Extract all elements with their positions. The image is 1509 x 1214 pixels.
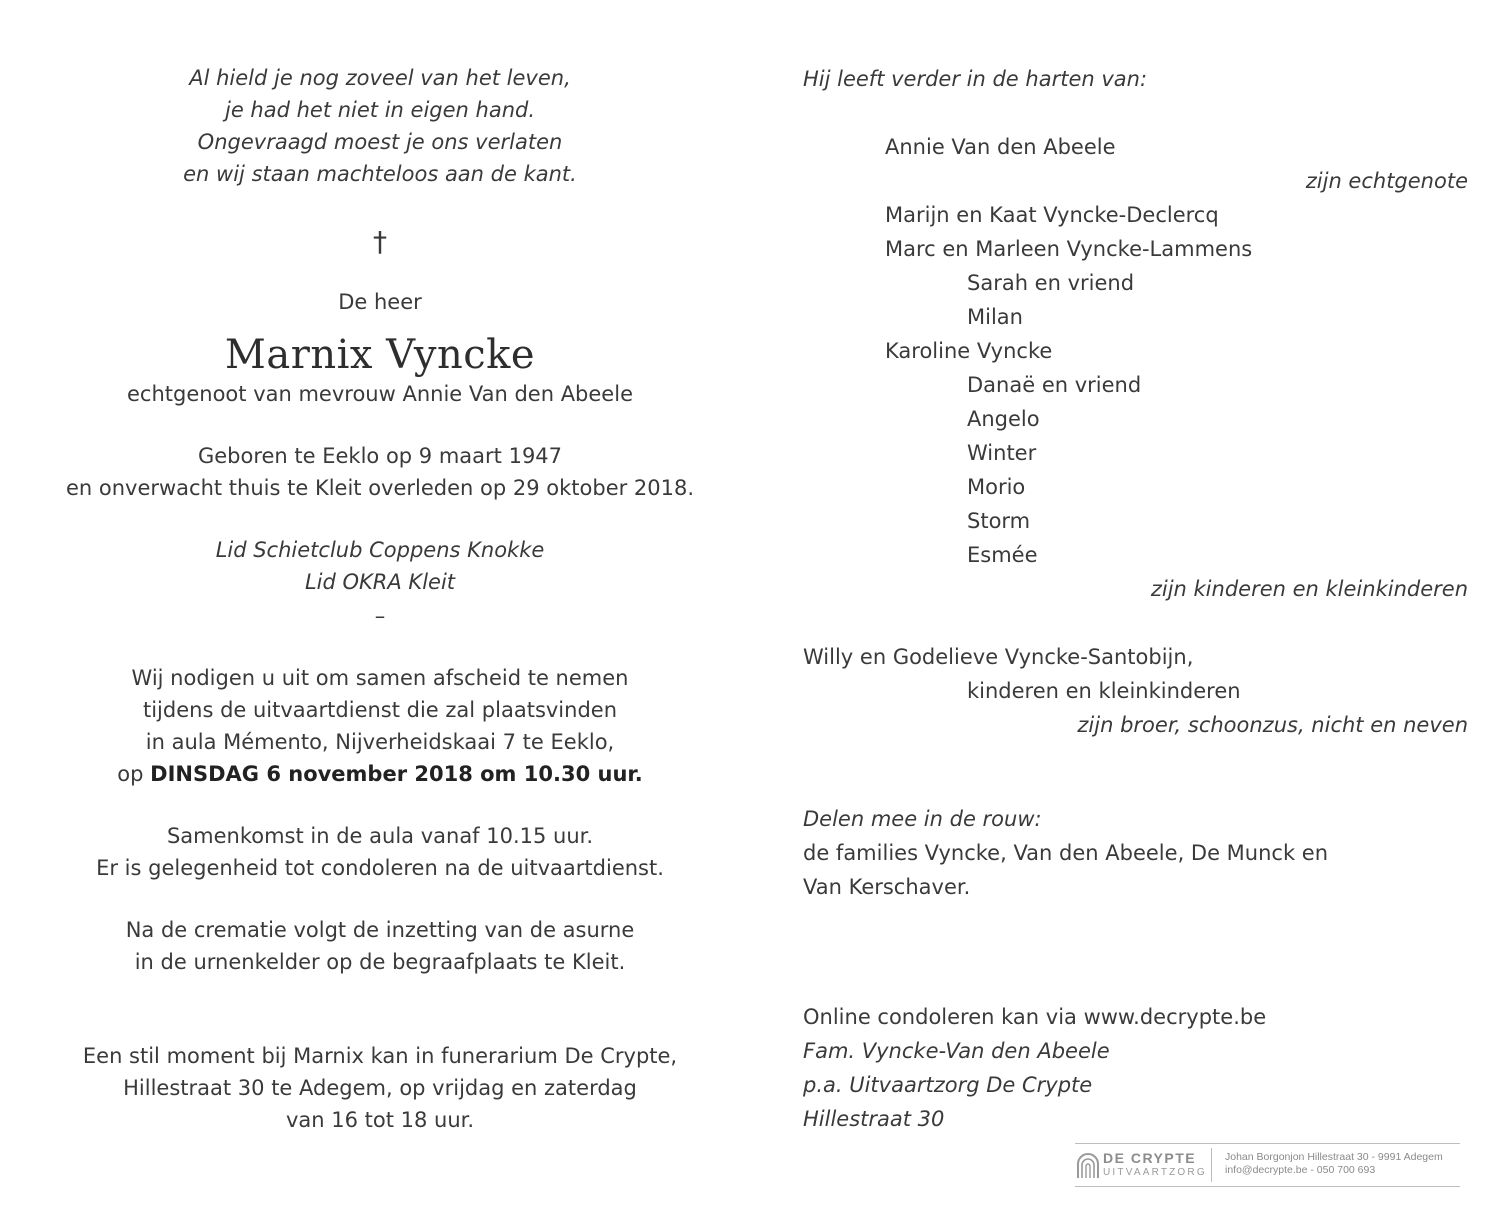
invitation-line: Wij nodigen u uit om samen afscheid te nemen [131,666,629,690]
online-condolence: Online condoleren kan via www.decrypte.be [803,1005,1267,1029]
wife-role: zijn echtgenote [1305,169,1468,193]
grandchild-name: Angelo [967,407,1040,431]
divider-dash: – [374,604,386,628]
cremation-line: Na de crematie volgt de inzetting van de asurne [125,918,635,942]
death-line: en onverwacht thuis te Kleit overleden op 29 oktober 2018. [65,476,695,500]
grandchild-name: Danaë en vriend [967,373,1142,397]
birth-line: Geboren te Eeklo op 9 maart 1947 [197,444,563,468]
contact-pa: p.a. Uitvaartzorg De Crypte [803,1073,1093,1097]
mourning-line: de families Vyncke, Van den Abeele, De Munck en [803,841,1329,865]
membership-line: Lid Schietclub Coppens Knokke [215,538,545,562]
mourning-intro: Delen mee in de rouw: [803,807,1042,831]
grandchild-name: Sarah en vriend [967,271,1135,295]
brother-role: zijn broer, schoonzus, nicht en neven [1077,713,1468,737]
footer-info [1225,1151,1443,1177]
membership-line: Lid OKRA Kleit [304,570,456,594]
invitation-prefix: op [117,762,144,786]
footer-divider [1211,1148,1212,1182]
survivors-intro: Hij leeft verder in de harten van: [803,67,1148,91]
grandchild-name: Esmée [967,543,1038,567]
poem-line: en wij staan machteloos aan de kant. [183,162,577,186]
grandchild-name: Storm [967,509,1031,533]
service-date: DINSDAG 6 november 2018 om 10.30 uur. [150,762,643,786]
gathering-line: Samenkomst in de aula vanaf 10.15 uur. [166,824,594,848]
contact-family: Fam. Vyncke-Van den Abeele [803,1039,1110,1063]
child-name: Marc en Marleen Vyncke-Lammens [885,237,1253,261]
footer-contact: info@decrypte.be - 050 700 693 [1225,1164,1376,1176]
visit-line: Een stil moment bij Marnix kan in funerarium De Crypte, [82,1044,678,1068]
contact-street: Hillestraat 30 [803,1107,945,1131]
poem-line: je had het niet in eigen hand. [224,98,536,122]
footer-address: Johan Borgonjon Hillestraat 30 - 9991 Adegem [1225,1151,1443,1163]
cross-icon: † [373,225,387,258]
wife-name: Annie Van den Abeele [885,135,1116,159]
child-name: Karoline Vyncke [885,339,1053,363]
funeral-home-footer [1075,1143,1460,1187]
brother-sub: kinderen en kleinkinderen [967,679,1241,703]
deceased-name: Marnix Vyncke [224,332,536,378]
visit-line: Hillestraat 30 te Adegem, op vrijdag en zaterdag [123,1076,637,1100]
invitation-line: tijdens de uitvaartdienst die zal plaatsvinden [142,698,618,722]
left-column [40,62,720,1136]
mourning-line: Van Kerschaver. [803,875,971,899]
children-role: zijn kinderen en kleinkinderen [1150,577,1468,601]
gathering-line: Er is gelegenheid tot condoleren na de uitvaartdienst. [96,856,664,880]
crypt-arch-icon [1077,1153,1099,1179]
grandchild-name: Milan [967,305,1023,329]
visit-line: van 16 tot 18 uur. [285,1108,475,1132]
grandchild-name: Winter [967,441,1037,465]
invitation-date-line [40,758,720,790]
right-column [803,62,1468,1136]
poem [40,62,720,190]
brother-name: Willy en Godelieve Vyncke-Santobijn, [803,645,1194,669]
spouse-line: echtgenoot van mevrouw Annie Van den Abeele [127,382,633,406]
invitation-line: in aula Mémento, Nijverheidskaai 7 te Eeklo, [145,730,615,754]
logo-name: DE CRYPTE [1103,1150,1197,1166]
honorific: De heer [338,290,422,314]
cremation-line: in de urnenkelder op de begraafplaats te Kleit. [134,950,626,974]
logo-subtitle: UITVAARTZORG [1103,1167,1207,1178]
poem-line: Al hield je nog zoveel van het leven, [189,66,571,90]
poem-line: Ongevraagd moest je ons verlaten [197,130,563,154]
child-name: Marijn en Kaat Vyncke-Declercq [885,203,1219,227]
grandchild-name: Morio [967,475,1026,499]
